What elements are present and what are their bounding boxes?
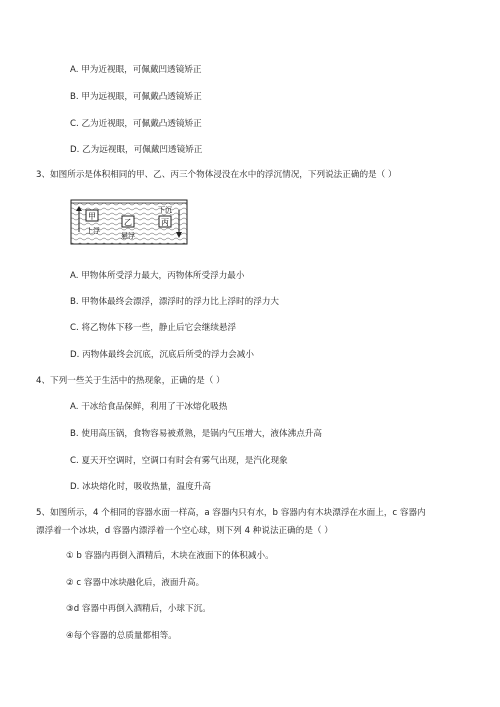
object-bing-label: 丙 (161, 218, 169, 227)
q3-option-a: A. 甲物体所受浮力最大，丙物体所受浮力最小 (70, 271, 245, 281)
q4-option-d: D. 冰块熔化时，吸收热量，温度升高 (70, 482, 211, 492)
q5-stem-line2: 漂浮着一个冰块，d 容器内漂浮着一个空心球，则下列 4 种说法正确的是（ ） (36, 526, 333, 536)
q2-option-d: D. 乙为远视眼，可佩戴凹透镜矫正 (70, 145, 203, 155)
q2-option-a: A. 甲为近视眼，可佩戴凹透镜矫正 (70, 65, 202, 75)
object-jia-label: 甲 (88, 212, 96, 221)
buoyancy-figure (70, 196, 188, 246)
jia-state-label: 上浮 (86, 227, 100, 235)
q3-option-b: B. 甲物体最终会漂浮，漂浮时的浮力比上浮时的浮力大 (70, 297, 280, 307)
q4-option-c: C. 夏天开空调时，空调口有时会有雾气出现，是汽化现象 (70, 456, 288, 466)
q4-stem: 4、下列一些关于生活中的热现象，正确的是（ ） (36, 376, 225, 386)
bing-state-label: 下沉 (158, 206, 172, 214)
yi-state-label: 悬浮 (121, 232, 135, 240)
q2-option-b: B. 甲为远视眼，可佩戴凸透镜矫正 (70, 92, 202, 102)
q4-option-b: B. 使用高压锅，食物容易被煮熟，是锅内气压增大，液体沸点升高 (70, 429, 322, 439)
q3-option-c: C. 将乙物体下移一些，静止后它会继续悬浮 (70, 323, 237, 333)
q5-statement-1: ① b 容器内再倒入酒精后，木块在液面下的体积减小。 (66, 551, 274, 561)
q5-statement-2: ② c 容器中冰块融化后，液面升高。 (66, 578, 205, 588)
q2-option-c: C. 乙为近视眼，可佩戴凸透镜矫正 (70, 119, 202, 129)
q5-statement-3: ③d 容器中再倒入酒精后，小球下沉。 (66, 604, 211, 614)
q4-option-a: A. 干冰给食品保鲜，利用了干冰熔化吸热 (70, 402, 228, 412)
q3-stem: 3、如图所示是体积相同的甲、乙、丙三个物体浸没在水中的浮沉情况，下列说法正确的是（ ） (36, 170, 397, 180)
q3-option-d: D. 丙物体最终会沉底，沉底后所受的浮力会减小 (70, 350, 254, 360)
q5-stem-line1: 5、如图所示，4 个相同的容器水面一样高，a 容器内只有水，b 容器内有木块漂浮在水面上，c 容器内 (36, 508, 426, 518)
q5-statement-4: ④每个容器的总质量都相等。 (66, 631, 177, 641)
object-yi-label: 乙 (124, 218, 132, 227)
